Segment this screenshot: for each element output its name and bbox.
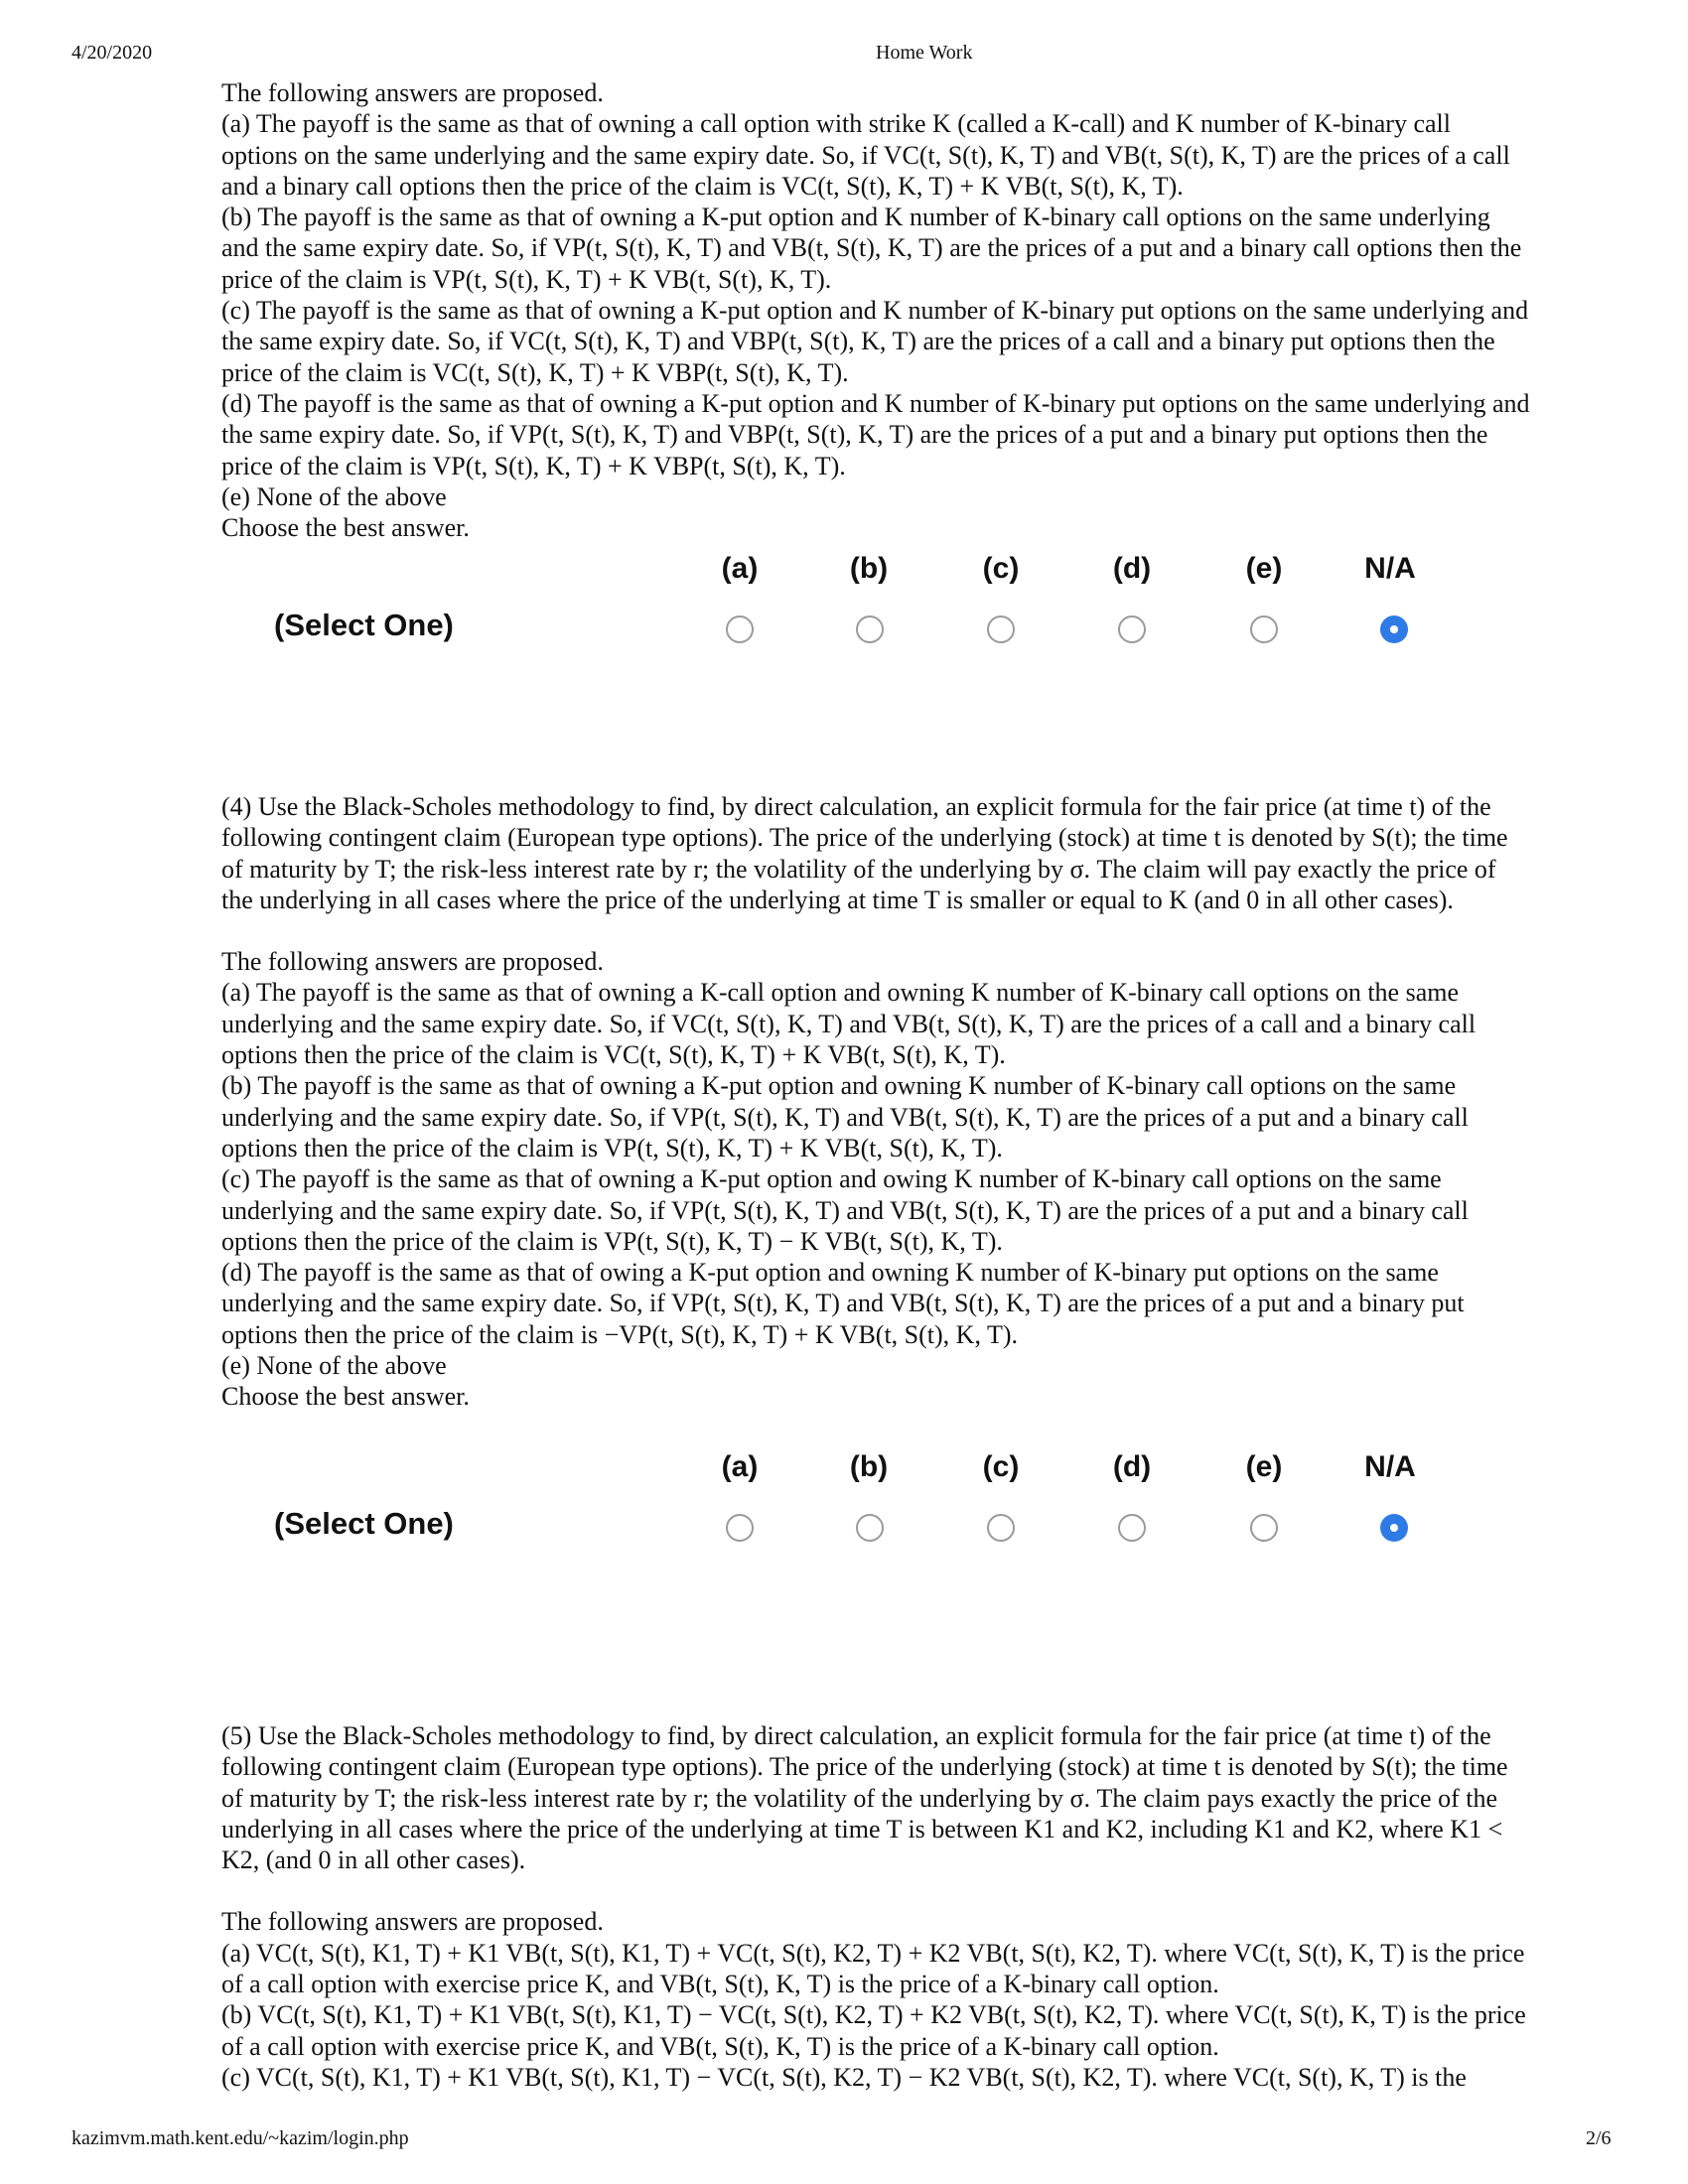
q3-option-a: (a) The payoff is the same as that of owning a call option with strike K (called a K-call) and K number of K-binary call options on the same underlying and the same expiry date. So, if VC(t, S(t), K, T) and VB(t, S(t), K, T) are the prices of a call and a binary call options then the price of the claim is VC(t, S(t), K, T) + K VB(t, S(t), K, T). [221, 109, 1510, 201]
q3-radio-e[interactable] [1250, 615, 1278, 643]
q3-label-na: N/A [1364, 552, 1416, 585]
q3-label-b: (b) [849, 552, 889, 585]
print-title: Home Work [876, 42, 973, 64]
q4-radio-na[interactable] [1380, 1514, 1408, 1542]
q4-option-d: (d) The payoff is the same as that of owing a K-put option and owning K number of K-binary put options on the same underlying and the same expiry date. So, if VP(t, S(t), K, T) and VB(t, S(t), K, T) are the prices of a put and a binary put options then the price of the claim is −VP(t, S(t), K, T) + K VB(t, S(t), K, T). [221, 1258, 1465, 1349]
q3-radio-d[interactable] [1118, 615, 1146, 643]
q3-intro: The following answers are proposed. [221, 78, 604, 107]
q3-option-b: (b) The payoff is the same as that of owning a K-put option and K number of K-binary call options on the same underlying and the same expiry date. So, if VP(t, S(t), K, T) and VB(t, S(t), K, T) are the prices of a put and a binary call options then the price of the claim is VP(t, S(t), K, T) + K VB(t, S(t), K, T). [221, 203, 1522, 294]
q3-radio-a[interactable] [726, 615, 754, 643]
q3-choose: Choose the best answer. [221, 513, 470, 543]
q3-option-e: (e) None of the above [221, 481, 447, 511]
print-date: 4/20/2020 [71, 42, 153, 64]
q3-select-one-label: (Select One) [274, 608, 454, 642]
q4-block [221, 791, 1532, 1413]
q4-radio-a[interactable] [726, 1514, 754, 1542]
q4-select-one-label: (Select One) [274, 1506, 454, 1541]
q4-label-b: (b) [849, 1450, 889, 1483]
q4-label-na: N/A [1364, 1450, 1416, 1483]
q4-choose: Choose the best answer. [221, 1382, 470, 1412]
q4-radio-b[interactable] [856, 1514, 884, 1542]
q3-radio-b[interactable] [856, 615, 884, 643]
q4-label-a: (a) [721, 1450, 759, 1483]
q5-question: (5) Use the Black-Scholes methodology to find, by direct calculation, an explicit formula for the fair price (at time t) of the following contingent claim (European type options). The price of the underlying (stock) at time t is denoted by S(t); the time of maturity by T; the risk-less interest rate by r; the volatility of the underlying by σ. The claim pays exactly the price of the underlying in all cases where the price of the underlying at time T is between K1 and K2, including K1 and K2, where K1 < K2, (and 0 in all other cases). [221, 1721, 1508, 1875]
footer-url: kazimvm.math.kent.edu/~kazim/login.php [71, 2127, 409, 2149]
q3-label-e: (e) [1245, 552, 1283, 585]
q4-radio-c[interactable] [987, 1514, 1015, 1542]
q5-option-c: (c) VC(t, S(t), K1, T) + K1 VB(t, S(t), K1, T) − VC(t, S(t), K2, T) − K2 VB(t, S(t), K2, T). where VC(t, S(t), K, T) is the [221, 2062, 1467, 2092]
q4-question: (4) Use the Black-Scholes methodology to find, by direct calculation, an explicit formula for the fair price (at time t) of the following contingent claim (European type options). The price of the underlying (stock) at time t is denoted by S(t); the time of maturity by T; the risk-less interest rate by r; the volatility of the underlying by σ. The claim will pay exactly the price of the underlying in all cases where the price of the underlying at time T is smaller or equal to K (and 0 in all other cases). [221, 792, 1508, 914]
q3-radio-na[interactable] [1380, 615, 1408, 643]
q3-option-c: (c) The payoff is the same as that of owning a K-put option and K number of K-binary put options on the same underlying and the same expiry date. So, if VC(t, S(t), K, T) and VBP(t, S(t), K, T) are the prices of a call and a binary put options then the price of the claim is VC(t, S(t), K, T) + K VBP(t, S(t), K, T). [221, 296, 1529, 387]
q4-radio-d[interactable] [1118, 1514, 1146, 1542]
q5-option-a: (a) VC(t, S(t), K1, T) + K1 VB(t, S(t), K1, T) + VC(t, S(t), K2, T) + K2 VB(t, S(t), K2, T). where VC(t, S(t), K, T) is the price of a call option with exercise price K, and VB(t, S(t), K, T) is the price of a K-binary call option. [221, 1938, 1525, 1999]
q4-option-b: (b) The payoff is the same as that of owning a K-put option and owning K number of K-binary call options on the same underlying and the same expiry date. So, if VP(t, S(t), K, T) and VB(t, S(t), K, T) are the prices of a put and a binary call options then the price of the claim is VP(t, S(t), K, T) + K VB(t, S(t), K, T). [221, 1071, 1469, 1162]
q4-radio-group [221, 1450, 1512, 1560]
q4-label-e: (e) [1245, 1450, 1283, 1483]
q3-label-c: (c) [982, 552, 1020, 585]
q3-radio-group [221, 552, 1512, 661]
q3-label-a: (a) [721, 552, 759, 585]
q5-option-b: (b) VC(t, S(t), K1, T) + K1 VB(t, S(t), K1, T) − VC(t, S(t), K2, T) + K2 VB(t, S(t), K2, T). where VC(t, S(t), K, T) is the price of a call option with exercise price K, and VB(t, S(t), K, T) is the price of a K-binary call option. [221, 2000, 1526, 2061]
q4-label-c: (c) [982, 1450, 1020, 1483]
q4-option-a: (a) The payoff is the same as that of owning a K-call option and owning K number of K-binary call options on the same underlying and the same expiry date. So, if VC(t, S(t), K, T) and VB(t, S(t), K, T) are the prices of a call and a binary call options then the price of the claim is VC(t, S(t), K, T) + K VB(t, S(t), K, T). [221, 978, 1477, 1070]
q3-label-d: (d) [1112, 552, 1152, 585]
q4-label-d: (d) [1112, 1450, 1152, 1483]
q3-radio-c[interactable] [987, 615, 1015, 643]
footer-page: 2/6 [1586, 2127, 1612, 2149]
q4-option-e: (e) None of the above [221, 1351, 447, 1381]
q4-intro: The following answers are proposed. [221, 947, 604, 977]
q5-intro: The following answers are proposed. [221, 1907, 604, 1937]
q4-radio-e[interactable] [1250, 1514, 1278, 1542]
q5-block [221, 1720, 1532, 2093]
q3-option-d: (d) The payoff is the same as that of owning a K-put option and K number of K-binary put options on the same underlying and the same expiry date. So, if VP(t, S(t), K, T) and VBP(t, S(t), K, T) are the prices of a put and a binary put options then the price of the claim is VP(t, S(t), K, T) + K VBP(t, S(t), K, T). [221, 388, 1530, 480]
q3-answers [221, 77, 1532, 543]
q4-option-c: (c) The payoff is the same as that of owning a K-put option and owing K number of K-binary call options on the same underlying and the same expiry date. So, if VP(t, S(t), K, T) and VB(t, S(t), K, T) are the prices of a put and a binary call options then the price of the claim is VP(t, S(t), K, T) − K VB(t, S(t), K, T). [221, 1164, 1469, 1256]
